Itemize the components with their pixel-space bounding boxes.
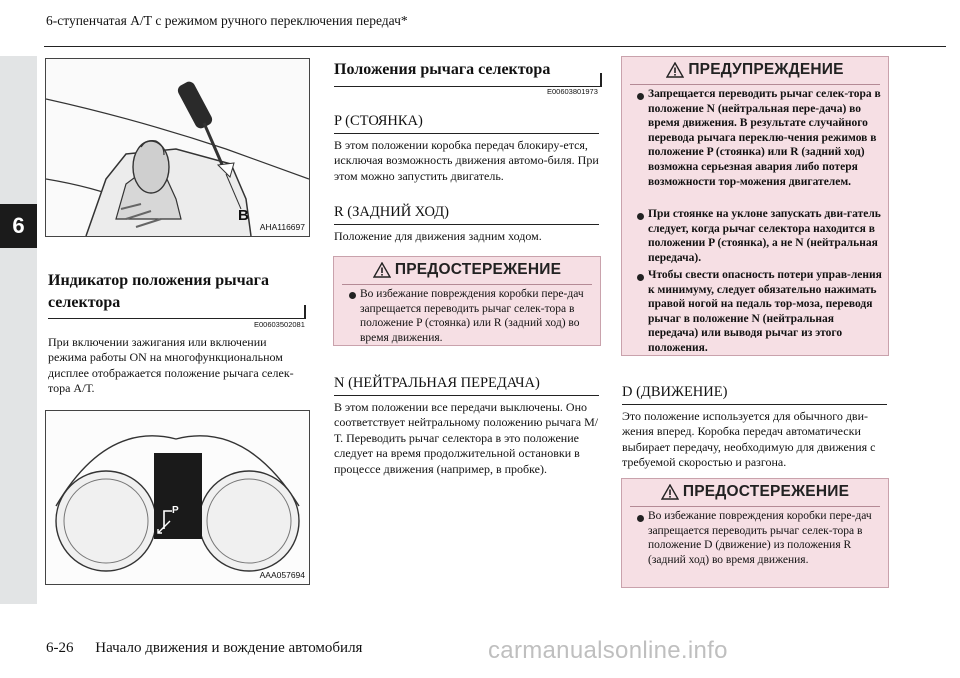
figure-code: AAA057694 — [259, 570, 305, 580]
indicator-heading — [48, 270, 302, 313]
instrument-cluster-illustration — [46, 411, 309, 584]
caution-box-separator — [630, 506, 880, 507]
caution-box-header — [334, 257, 600, 283]
caution-box-title: ПРЕДОСТЕРЕЖЕНИЕ — [682, 483, 850, 500]
positions-code: E00603801973 — [547, 87, 598, 96]
caution-box-separator — [342, 284, 592, 285]
chapter-tab[interactable]: 6 — [0, 204, 37, 248]
page-footer — [46, 640, 362, 657]
caution-box-title: ПРЕДОСТЕРЕЖЕНИЕ — [394, 261, 562, 278]
reverse-rule — [334, 224, 599, 225]
heading-rule-mark — [304, 305, 306, 319]
warning-box-title: ПРЕДУПРЕЖДЕНИЕ — [688, 61, 844, 78]
warning-box-header — [622, 57, 888, 83]
figure-code: AHA116697 — [259, 222, 305, 232]
reverse-heading: R (ЗАДНИЙ ХОД) — [334, 204, 449, 220]
caution-box-header — [622, 479, 888, 505]
indicator-heading-text: Индикатор положения рычага селектора — [48, 272, 269, 311]
drive-rule — [622, 404, 887, 405]
figure-callout-label: B — [238, 207, 249, 224]
footer-title: Начало движения и вождение автомобиля — [95, 640, 363, 656]
caution-text: Во избежание повреждения коробки пере-дач запрещается переводить рычаг селек-тора в положение D (движение) из положения R (задний ход) во время движения. — [648, 510, 872, 566]
positions-heading-text: Положения рычага селектора — [334, 61, 551, 78]
park-heading: P (СТОЯНКА) — [334, 113, 423, 129]
warning-triangle-icon — [666, 62, 684, 78]
caution-box-2 — [621, 478, 889, 588]
instrument-cluster-figure — [45, 410, 310, 585]
watermark-text: carmanualsonline.info — [488, 637, 728, 664]
warning-triangle-icon — [661, 484, 679, 500]
caution-text: Во избежание повреждения коробки пере-дач запрещается переводить рычаг селек-тора в положение P (стоянка) или R (задний ход) во время движения. — [360, 288, 584, 344]
heading-rule-mark — [600, 73, 602, 87]
reverse-text: Положение для движения задним ходом. — [334, 229, 542, 243]
page-number: 6-26 — [46, 640, 74, 656]
bullet-icon — [637, 93, 644, 100]
warning-triangle-icon — [373, 262, 391, 278]
page-header-title: 6-ступенчатая А/Т с режимом ручного переключения передач* — [46, 13, 408, 28]
header-rule — [44, 46, 946, 47]
chapter-side-strip — [0, 56, 37, 604]
gear-lever-figure — [45, 58, 310, 237]
bullet-icon — [637, 274, 644, 281]
warning-item: Чтобы свести опасность потери управ-ления к минимуму, следует обязательно нажимать правой ногой на педаль тор-моза, переводя рычаг в положение N (нейтральная передача) или выводя рычаг из этого положения. — [648, 269, 882, 354]
drive-heading: D (ДВИЖЕНИЕ) — [622, 384, 728, 400]
neutral-text: В этом положении все передачи выключены. Оно соответствует нейтральному положению рычага М/Т. Переводить рычаг селектора в это положение следует на время продолжительной остановки в процессе движения (например, в пробке). — [334, 400, 599, 476]
bullet-icon — [349, 292, 356, 299]
warning-box — [621, 56, 889, 356]
neutral-rule — [334, 395, 599, 396]
caution-box-1 — [333, 256, 601, 346]
warning-item: Запрещается переводить рычаг селек-тора в положение N (нейтральная пере-дача) во время движения. В результате случайного перевода рычага переклю-чения режимов в положение P (стоянка) или R (задний ход) возможна серьезная авария либо потеря возможности тор-можения двигателем. — [648, 88, 881, 188]
gear-lever-illustration — [46, 59, 309, 236]
gear-indicator-label: P — [172, 505, 179, 516]
warning-box-separator — [630, 84, 880, 85]
neutral-heading: N (НЕЙТРАЛЬНАЯ ПЕРЕДАЧА) — [334, 375, 540, 391]
drive-text: Это положение используется для обычного дви-жения вперед. Коробка передач автоматически выбирает передачу, необходимую для движения с требуемой скоростью и разгона. — [622, 409, 876, 470]
warning-item: При стоянке на уклоне запускать дви-гатель следует, когда рычаг селектора находится в положении P (стоянка), а не N (нейтральная передача). — [648, 208, 881, 264]
park-rule — [334, 133, 599, 134]
indicator-code: E00603502081 — [254, 320, 305, 329]
park-text: В этом положении коробка передач блокиру-ется, исключая возможность движения автомо-биля. При этом можно запустить двигатель. — [334, 138, 599, 183]
bullet-icon — [637, 213, 644, 220]
positions-heading — [334, 59, 598, 81]
bullet-icon — [637, 515, 644, 522]
indicator-text: При включении зажигания или включении режима работы ON на многофункциональном дисплее отображается положение рычага селек-тора А/Т. — [48, 335, 294, 396]
